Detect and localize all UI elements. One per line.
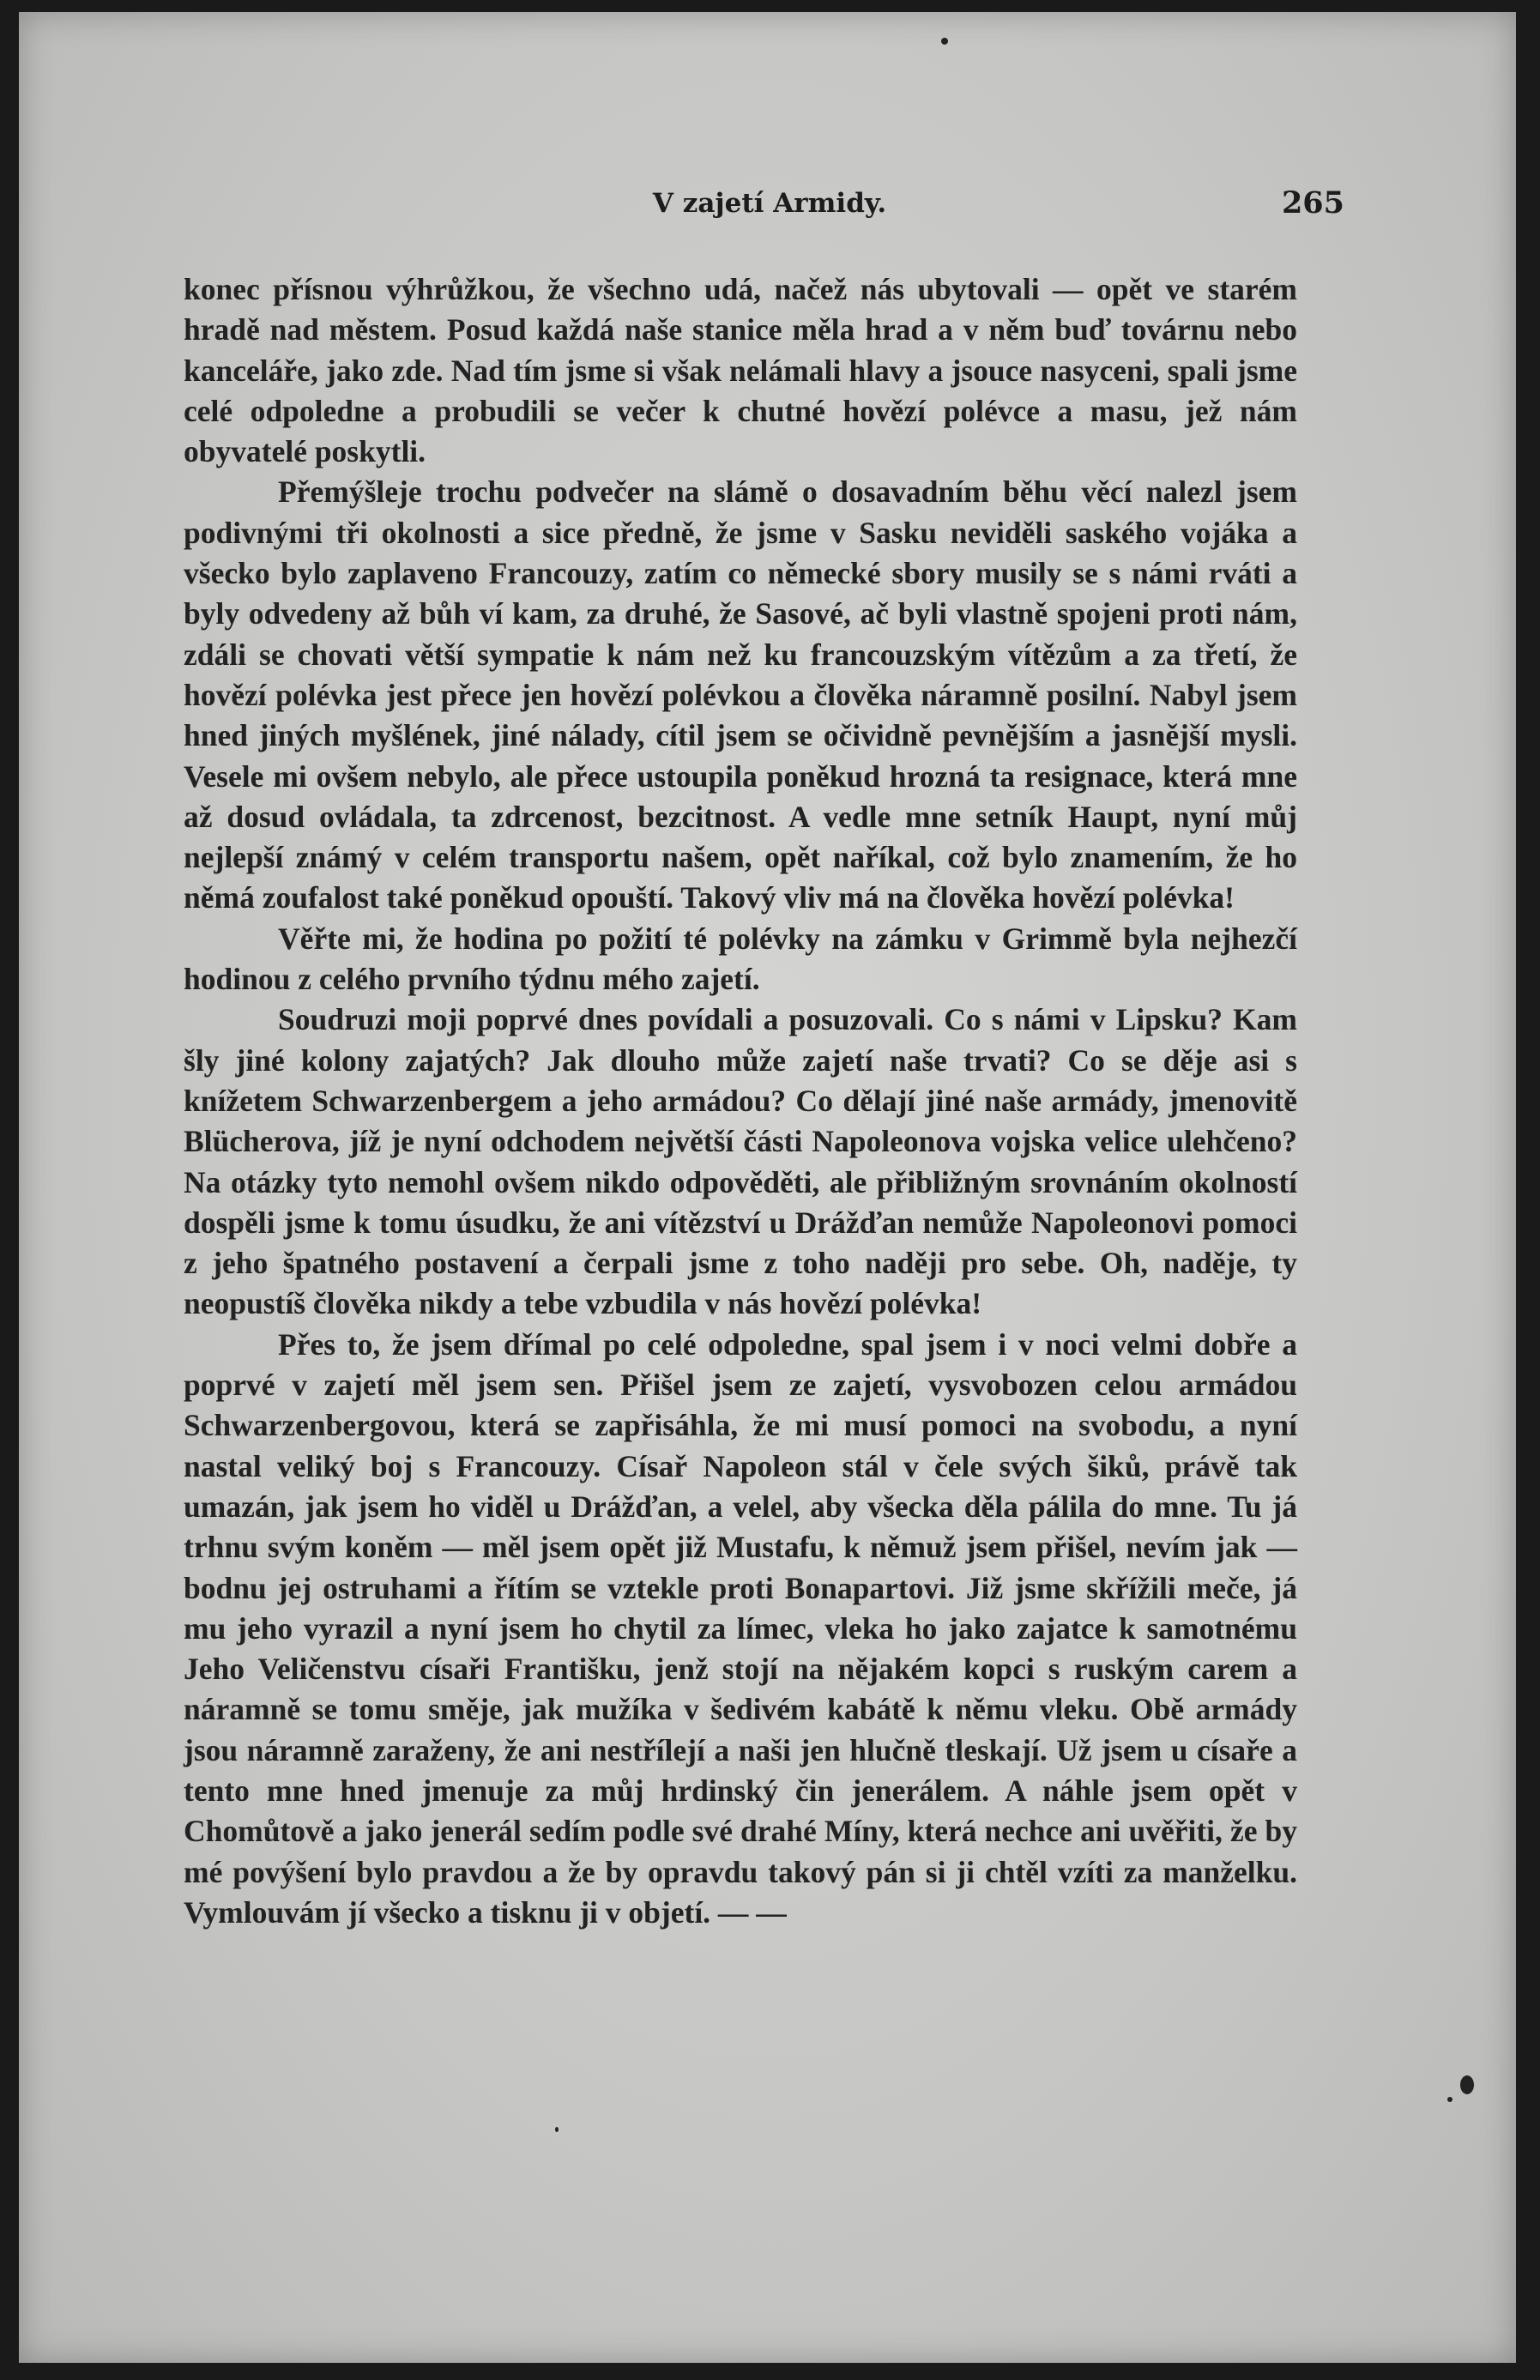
ink-speck (555, 2127, 559, 2132)
ink-speck (1447, 2097, 1452, 2102)
paragraph: Věřte mi, že hodina po požití té polévky na zámku v Grimmě byla nejhezčí hodinou z celého prvního týdnu mého zajetí. (184, 921, 1297, 997)
body-text (184, 269, 1297, 1933)
paragraph-continuation: konec přísnou výhrůžkou, že všechno udá, načež nás ubytovali — opět ve starém hradě nad městem. Posud každá naše stanice měla hrad a v něm buď továrnu nebo kanceláře, jako zde. Nad tím jsme si však nelámali hlavy a jsouce nasyceni, spali jsme celé odpoledne a probudili se večer k chutné hovězí polévce a masu, jež nám obyvatelé poskytli. (184, 272, 1297, 469)
book-page (19, 12, 1516, 2363)
ink-speck (1460, 2075, 1474, 2094)
paragraph: Soudruzi moji poprvé dnes povídali a posuzovali. Co s námi v Lipsku? Kam šly jiné kolony zajatých? Jak dlouho může zajetí naše trvati? Co se děje asi s knížetem Schwarzenbergem a jeho armádou? Co dělají jiné naše armády, jmenovitě Blücherova, jíž je nyní odchodem největší části Napoleonova vojska velice ulehčeno? Na otázky tyto nemohl ovšem nikdo odpověděti, ale přibližným srovnáním okolností dospěli jsme k tomu úsudku, že ani vítězství u Drážďan nemůže Napoleonovi pomoci z jeho špatného postavení a čerpali jsme z toho naději pro sebe. Oh, naděje, ty neopustíš člověka nikdy a tebe vzbudila v nás hovězí polévka! (184, 1002, 1297, 1321)
running-title: V zajetí Armidy. (652, 188, 887, 219)
page-header (195, 185, 1344, 226)
ink-speck (941, 38, 948, 45)
paragraph: Přes to, že jsem dřímal po celé odpoledne, spal jsem i v noci velmi dobře a poprvé v zajetí měl jsem sen. Přišel jsem ze zajetí, vysvobozen celou armádou Schwarzenbergovou, která se zapřisáhla, že mi musí pomoci na svobodu, a nyní nastal veliký boj s Francouzy. Císař Napoleon stál v čele svých šiků, právě tak umazán, jak jsem ho viděl u Drážďan, a velel, aby všecka děla pálila do mne. Tu já trhnu svým koněm — měl jsem opět již Mustafu, k němuž jsem přišel, nevím jak — bodnu jej ostruhami a řítím se vztekle proti Bonapartovi. Již jsme skřížili meče, já mu jeho vyrazil a nyní jsem ho chytil za límec, vleka ho jako zajatce k samotnému Jeho Veličenstvu císaři Františku, jenž stojí na nějakém kopci s ruským carem a náramně se tomu směje, jak mužíka v šedivém kabátě k němu vleku. Obě armády jsou náramně zaraženy, že ani nestřílejí a naši jen hlučně tleskají. Už jsem u císaře a tento mne hned jmenuje za můj hrdinský čin jenerálem. A náhle jsem opět v Chomůtově a jako jenerál sedím podle své drahé Míny, která nechce ani uvěřiti, že by mé povýšení bylo pravdou a že by opravdu takový pán si ji chtěl vzíti za manželku. Vymlouvám jí všecko a tisknu ji v objetí. — — (184, 1326, 1297, 1930)
paragraph: Přemýšleje trochu podvečer na slámě o dosavadním běhu věcí nalezl jsem podivnými tři okolnosti a sice předně, že jsme v Sasku neviděli saského vojáka a všecko bylo zaplaveno Francouzy, zatím co německé sbory musily se s námi rváti a byly odvedeny až bůh ví kam, za druhé, že Sasové, ač byli vlastně spojeni proti nám, zdáli se chovati větší sympatie k nám než ku francouzským vítězům a za třetí, že hovězí polévka jest přece jen hovězí polévkou a člověka náramně posilní. Nabyl jsem hned jiných myšlének, jiné nálady, cítil jsem se očividně pevnějším a jasnější mysli. Vesele mi ovšem nebylo, ale přece ustoupila poněkud hrozná ta resignace, která mne až dosud ovládala, ta zdrcenost, bezcitnost. A vedle mne setník Haupt, nyní můj nejlepší známý v celém transportu našem, opět naříkal, což bylo znamením, že ho němá zoufalost také poněkud opouští. Takový vliv má na člověka hovězí polévka! (184, 474, 1297, 915)
page-number: 265 (1281, 185, 1344, 220)
